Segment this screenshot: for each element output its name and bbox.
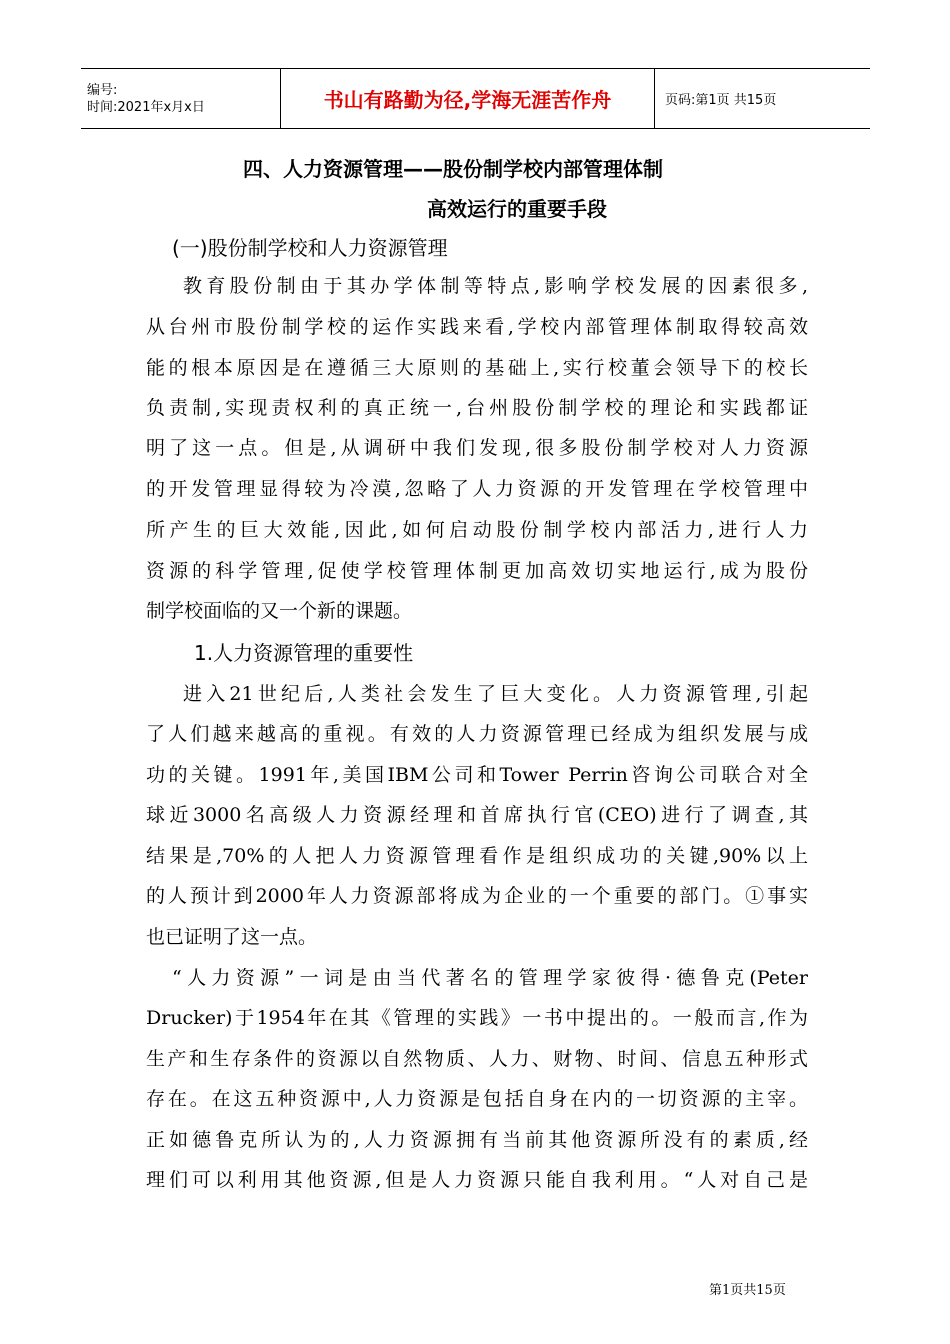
text-line: 所产生的巨大效能,因此,如何启动股份制学校内部活力,进行人力 — [146, 519, 808, 541]
text-line: 也已证明了这一点。 — [146, 926, 318, 948]
header-motto: 书山有路勤为径,学海无涯苦作舟 — [323, 88, 612, 112]
header-meta-cell — [81, 69, 281, 128]
text-line: 的开发管理显得较为冷漠,忽略了人力资源的开发管理在学校管理中 — [146, 478, 808, 500]
section-heading: (一)股份制学校和人力资源管理 — [172, 236, 448, 260]
text-line: 结果是,70%的人把人力资源管理看作是组织成功的关键,90%以上 — [146, 845, 808, 867]
text-line: 正如德鲁克所认为的,人力资源拥有当前其他资源所没有的素质,经 — [146, 1129, 808, 1151]
text-line: 能的根本原因是在遵循三大原则的基础上,实行校董会领导下的校长 — [146, 357, 808, 379]
header-page-info: 页码:第1页 共15页 — [665, 93, 777, 108]
text-line: 资源的科学管理,促使学校管理体制更加高效切实地运行,成为股份 — [146, 560, 808, 582]
title-line-1: 四、人力资源管理——股份制学校内部管理体制 — [243, 157, 663, 181]
text-line: 了人们越来越高的重视。有效的人力资源管理已经成为组织发展与成 — [146, 723, 808, 745]
text-line: Drucker)于1954年在其《管理的实践》一书中提出的。一般而言,作为 — [146, 1007, 808, 1029]
text-line: 进入21世纪后,人类社会发生了巨大变化。人力资源管理,引起 — [183, 683, 808, 705]
text-line: 的人预计到2000年人力资源部将成为企业的一个重要的部门。①事实 — [146, 885, 808, 907]
text-line: 教育股份制由于其办学体制等特点,影响学校发展的因素很多, — [183, 275, 808, 297]
header-page-cell — [655, 69, 870, 128]
text-line: 制学校面临的又一个新的课题。 — [146, 600, 413, 622]
page-footer: 第1页共15页 — [709, 1283, 786, 1298]
text-line: 明了这一点。但是,从调研中我们发现,很多股份制学校对人力资源 — [146, 437, 808, 459]
text-line: 负责制,实现责权利的真正统一,台州股份制学校的理论和实践都证 — [146, 397, 808, 419]
text-line: 功的关键。1991年,美国IBM公司和Tower Perrin咨询公司联合对全 — [146, 764, 808, 786]
text-line: 生产和生存条件的资源以自然物质、人力、财物、时间、信息五种形式 — [146, 1048, 808, 1070]
document-number-label: 编号: — [87, 82, 118, 98]
text-line: 球近3000名高级人力资源经理和首席执行官(CEO)进行了调查,其 — [146, 804, 808, 826]
header-table — [81, 68, 870, 129]
document-date-label: 时间:2021年x月x日 — [87, 99, 205, 115]
title-line-2: 高效运行的重要手段 — [427, 197, 607, 221]
header-motto-cell — [281, 69, 655, 128]
text-line: 存在。在这五种资源中,人力资源是包括自身在内的一切资源的主宰。 — [146, 1088, 808, 1110]
text-line: 从台州市股份制学校的运作实践来看,学校内部管理体制取得较高效 — [146, 316, 808, 338]
text-line: “人力资源”一词是由当代著名的管理学家彼得·德鲁克(Peter — [172, 967, 808, 989]
subsection-heading: 1.人力资源管理的重要性 — [194, 641, 414, 665]
text-line: 理们可以利用其他资源,但是人力资源只能自我利用。“人对自己是 — [146, 1169, 808, 1191]
